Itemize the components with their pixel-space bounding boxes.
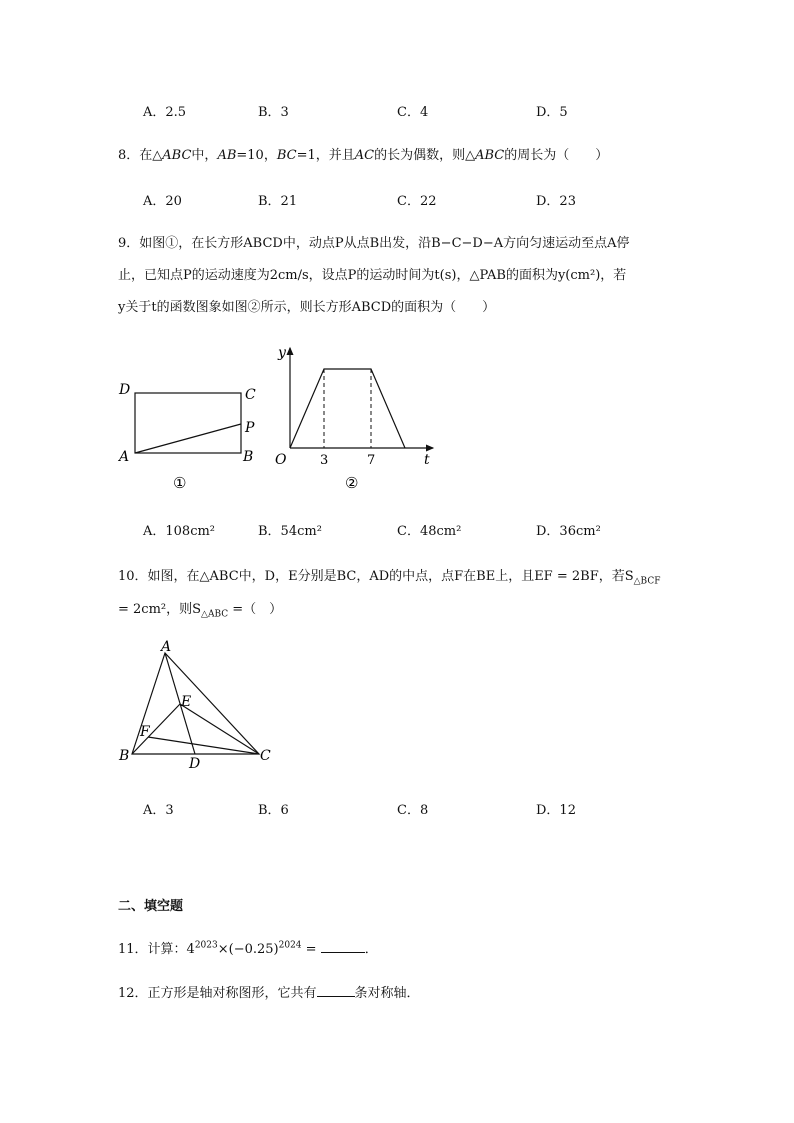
label-d: D <box>189 756 201 772</box>
q7-option-c[interactable]: C．4 <box>397 105 429 120</box>
q11-exponent-1: 2023 <box>194 940 218 951</box>
segment-ap <box>135 424 241 453</box>
figure-1-caption: ① <box>173 474 187 492</box>
q8-stem <box>118 146 608 166</box>
q10-figure-triangle <box>112 640 282 775</box>
label-a: A <box>119 449 130 465</box>
rectangle-abcd <box>135 393 241 453</box>
label-y: y <box>278 345 286 361</box>
q11-base-2: (−0.25) <box>228 942 279 957</box>
q8-text-b: 中， <box>191 148 218 163</box>
q8-text-c: =10， <box>236 148 277 163</box>
q8-text-a: 在△ <box>139 148 163 163</box>
q8-text-d: =1，并且 <box>296 148 355 163</box>
q10-line-1-subscript: △BCF <box>633 576 661 587</box>
q8-triangle-abc: ABC <box>162 148 192 163</box>
q11-number: 11．计算： <box>118 942 187 957</box>
function-graph <box>290 369 405 448</box>
q12-text-a: 12．正方形是轴对称图形，它共有 <box>118 986 317 1001</box>
tick-3: 3 <box>320 453 329 468</box>
q11-end: ． <box>364 942 378 957</box>
q11-exponent-2: 2024 <box>278 940 302 951</box>
label-c: C <box>245 387 256 403</box>
label-b: B <box>119 748 130 764</box>
q10-line-2 <box>118 600 282 620</box>
q8-ac: AC <box>354 148 375 163</box>
label-a: A <box>161 640 172 655</box>
q9-option-c[interactable]: C．48cm² <box>397 524 462 539</box>
q10-line-2-subscript: △ABC <box>201 609 229 620</box>
q7-option-d[interactable]: D．5 <box>536 105 568 120</box>
q9-option-d[interactable]: D．36cm² <box>536 524 601 539</box>
q9-line-2: 止，已知点P的运动速度为2cm/s，设点P的运动时间为t(s)，△PAB的面积为y(cm²)，若 <box>118 268 627 283</box>
label-d: D <box>119 382 131 398</box>
q11-answer-blank[interactable] <box>321 940 365 953</box>
q8-text-f: 的周长为（ ） <box>504 148 609 163</box>
q10-option-c[interactable]: C．8 <box>397 803 429 818</box>
figure-2-caption: ② <box>345 474 359 492</box>
q9-option-a[interactable]: A．108cm² <box>143 524 216 539</box>
segment-fc <box>148 737 259 754</box>
label-p: P <box>245 420 255 436</box>
q8-option-c[interactable]: C．22 <box>397 194 437 209</box>
q11-base-1: 4 <box>186 942 195 957</box>
q9-line-3: y关于t的函数图象如图②所示，则长方形ABCD的面积为（ ） <box>118 300 496 315</box>
q10-option-b[interactable]: B．6 <box>258 803 289 818</box>
q12-text-b: 条对称轴． <box>354 986 420 1001</box>
q11-times: × <box>217 942 229 957</box>
q8-option-a[interactable]: A．20 <box>143 194 182 209</box>
q10-line-1-text: 10．如图，在△ABC中，D，E分别是BC，AD的中点，点F在BE上，且EF = 2BF，若S <box>118 569 634 584</box>
section-2-title: 二、填空题 <box>118 899 184 914</box>
q9-figure-rectangle <box>110 375 270 495</box>
q7-option-b[interactable]: B．3 <box>258 105 289 120</box>
q8-ab: AB <box>217 148 237 163</box>
q8-text-e: 的长为偶数，则△ <box>374 148 476 163</box>
q8-option-b[interactable]: B．21 <box>258 194 298 209</box>
q9-figure-graph <box>268 340 443 495</box>
q12-answer-blank[interactable] <box>317 984 355 997</box>
q11-stem <box>118 940 378 960</box>
label-f: F <box>140 724 150 740</box>
triangle-abc <box>132 653 259 754</box>
q10-line-2-text-a: = 2cm²，则S <box>118 602 202 617</box>
q9-option-b[interactable]: B．54cm² <box>258 524 322 539</box>
q10-line-2-text-b: =（ ） <box>228 602 283 617</box>
q10-option-a[interactable]: A．3 <box>143 803 174 818</box>
q8-option-d[interactable]: D．23 <box>536 194 576 209</box>
q8-bc: BC <box>276 148 297 163</box>
q12-stem <box>118 984 420 1004</box>
q10-option-d[interactable]: D．12 <box>536 803 576 818</box>
q10-line-1 <box>118 567 660 587</box>
label-c: C <box>260 748 271 764</box>
label-e: E <box>181 694 192 710</box>
label-t: t <box>424 452 430 468</box>
label-o: O <box>275 452 287 468</box>
q11-equals: = <box>301 942 321 957</box>
q9-line-1: 9．如图①，在长方形ABCD中，动点P从点B出发，沿B−C−D−A方向匀速运动至点A停 <box>118 236 630 251</box>
label-b: B <box>243 449 254 465</box>
q8-number: 8． <box>118 148 140 163</box>
q7-option-a[interactable]: A．2.5 <box>143 105 187 120</box>
q8-triangle-abc-2: ABC <box>475 148 505 163</box>
tick-7: 7 <box>367 453 376 468</box>
